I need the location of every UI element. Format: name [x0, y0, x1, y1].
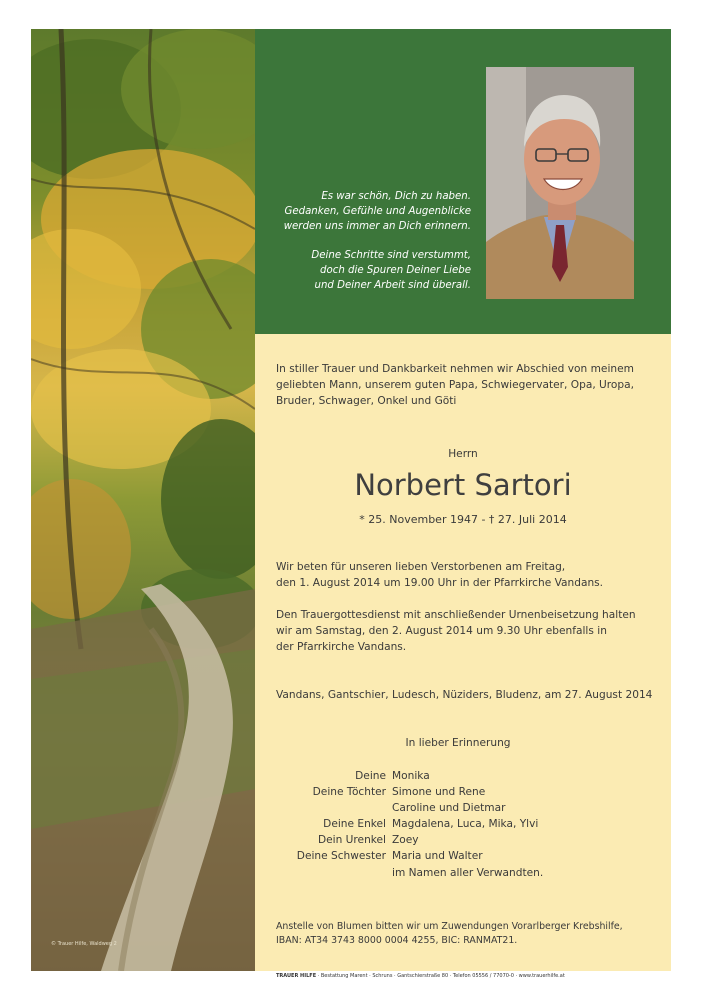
header-panel — [255, 29, 671, 334]
family-names: Zoey — [392, 834, 419, 846]
funeral-line: der Pfarrkirche Vandans. — [276, 641, 407, 654]
in-memory-heading: In lieber Erinnerung — [405, 737, 511, 749]
family-row — [255, 848, 671, 864]
donation-line: IBAN: AT34 3743 8000 0004 4255, BIC: RANMAT21. — [276, 934, 518, 946]
intro-text — [276, 361, 634, 410]
forest-illustration — [31, 29, 255, 971]
portrait-illustration — [486, 67, 634, 299]
poem-line: doch die Spuren Deiner Liebe — [320, 264, 471, 276]
family-row — [255, 832, 671, 848]
memorial-poem — [251, 189, 471, 306]
family-role: Deine Enkel — [323, 818, 386, 830]
family-row — [255, 816, 671, 832]
family-role: Deine Töchter — [312, 786, 386, 798]
poem-line: Gedanken, Gefühle und Augenblicke — [284, 206, 471, 218]
main-panel — [255, 334, 671, 971]
family-row — [255, 865, 671, 881]
funeral-line: wir am Samstag, den 2. August 2014 um 9.30 Uhr ebenfalls in — [276, 625, 607, 638]
family-role: Deine — [355, 770, 386, 782]
portrait-photo — [486, 67, 634, 299]
family-names: Maria und Walter — [392, 850, 483, 862]
family-names: Magdalena, Luca, Mika, Ylvi — [392, 818, 539, 830]
family-names: Monika — [392, 770, 430, 782]
forest-path-photo — [31, 29, 255, 971]
poem-line: Es war schön, Dich zu haben. — [321, 191, 471, 202]
family-role: Dein Urenkel — [317, 834, 386, 846]
prayer-line: den 1. August 2014 um 19.00 Uhr in der Pfarrkirche Vandans. — [276, 577, 604, 590]
donation-note — [276, 920, 623, 947]
family-row — [255, 800, 671, 816]
prayer-line: Wir beten für unseren lieben Verstorbenen am Freitag, — [276, 561, 566, 573]
funeral-line: Den Trauergottesdienst mit anschließender Urnenbeisetzung halten — [276, 609, 636, 621]
deceased-name: Norbert Sartori — [354, 468, 572, 502]
family-role: Deine Schwester — [296, 850, 386, 862]
intro-line: geliebten Mann, unserem guten Papa, Schwiegervater, Opa, Uropa, — [276, 379, 634, 392]
family-names: Caroline und Dietmar — [392, 802, 506, 814]
donation-line: Anstelle von Blumen bitten wir um Zuwendungen Vorarlberger Krebshilfe, — [276, 921, 623, 932]
photo-credit: © Trauer Hilfe, Waldweg 2 — [51, 941, 117, 947]
family-row — [255, 784, 671, 800]
family-names: im Namen aller Verwandten. — [392, 867, 544, 879]
poem-line: und Deiner Arbeit sind überall. — [314, 280, 471, 292]
footer-imprint — [276, 973, 565, 979]
funeral-text — [276, 607, 636, 656]
places-and-date: Vandans, Gantschier, Ludesch, Nüziders, Bludenz, am 27. August 2014 — [276, 689, 653, 701]
poem-stanza-2 — [251, 248, 471, 294]
family-names: Simone und Rene — [392, 786, 486, 798]
intro-line: In stiller Trauer und Dankbarkeit nehmen wir Abschied von meinem — [276, 363, 634, 375]
poem-stanza-1 — [251, 189, 471, 235]
footer-brand: TRAUER HILFE — [276, 973, 317, 979]
family-row — [255, 768, 671, 784]
poem-line: werden uns immer an Dich erinnern. — [283, 221, 471, 233]
prayer-text — [276, 559, 603, 591]
intro-line: Bruder, Schwager, Onkel und Göti — [276, 395, 457, 408]
salutation: Herrn — [448, 448, 478, 460]
footer-text: · Bestattung Marent · Schruns · Gantschierstraße 80 · Telefon 05556 / 77070-0 · www.trauerhilfe.at — [316, 973, 565, 979]
poem-line: Deine Schritte sind verstummt, — [311, 249, 471, 261]
life-dates: * 25. November 1947 - † 27. Juli 2014 — [359, 513, 567, 526]
